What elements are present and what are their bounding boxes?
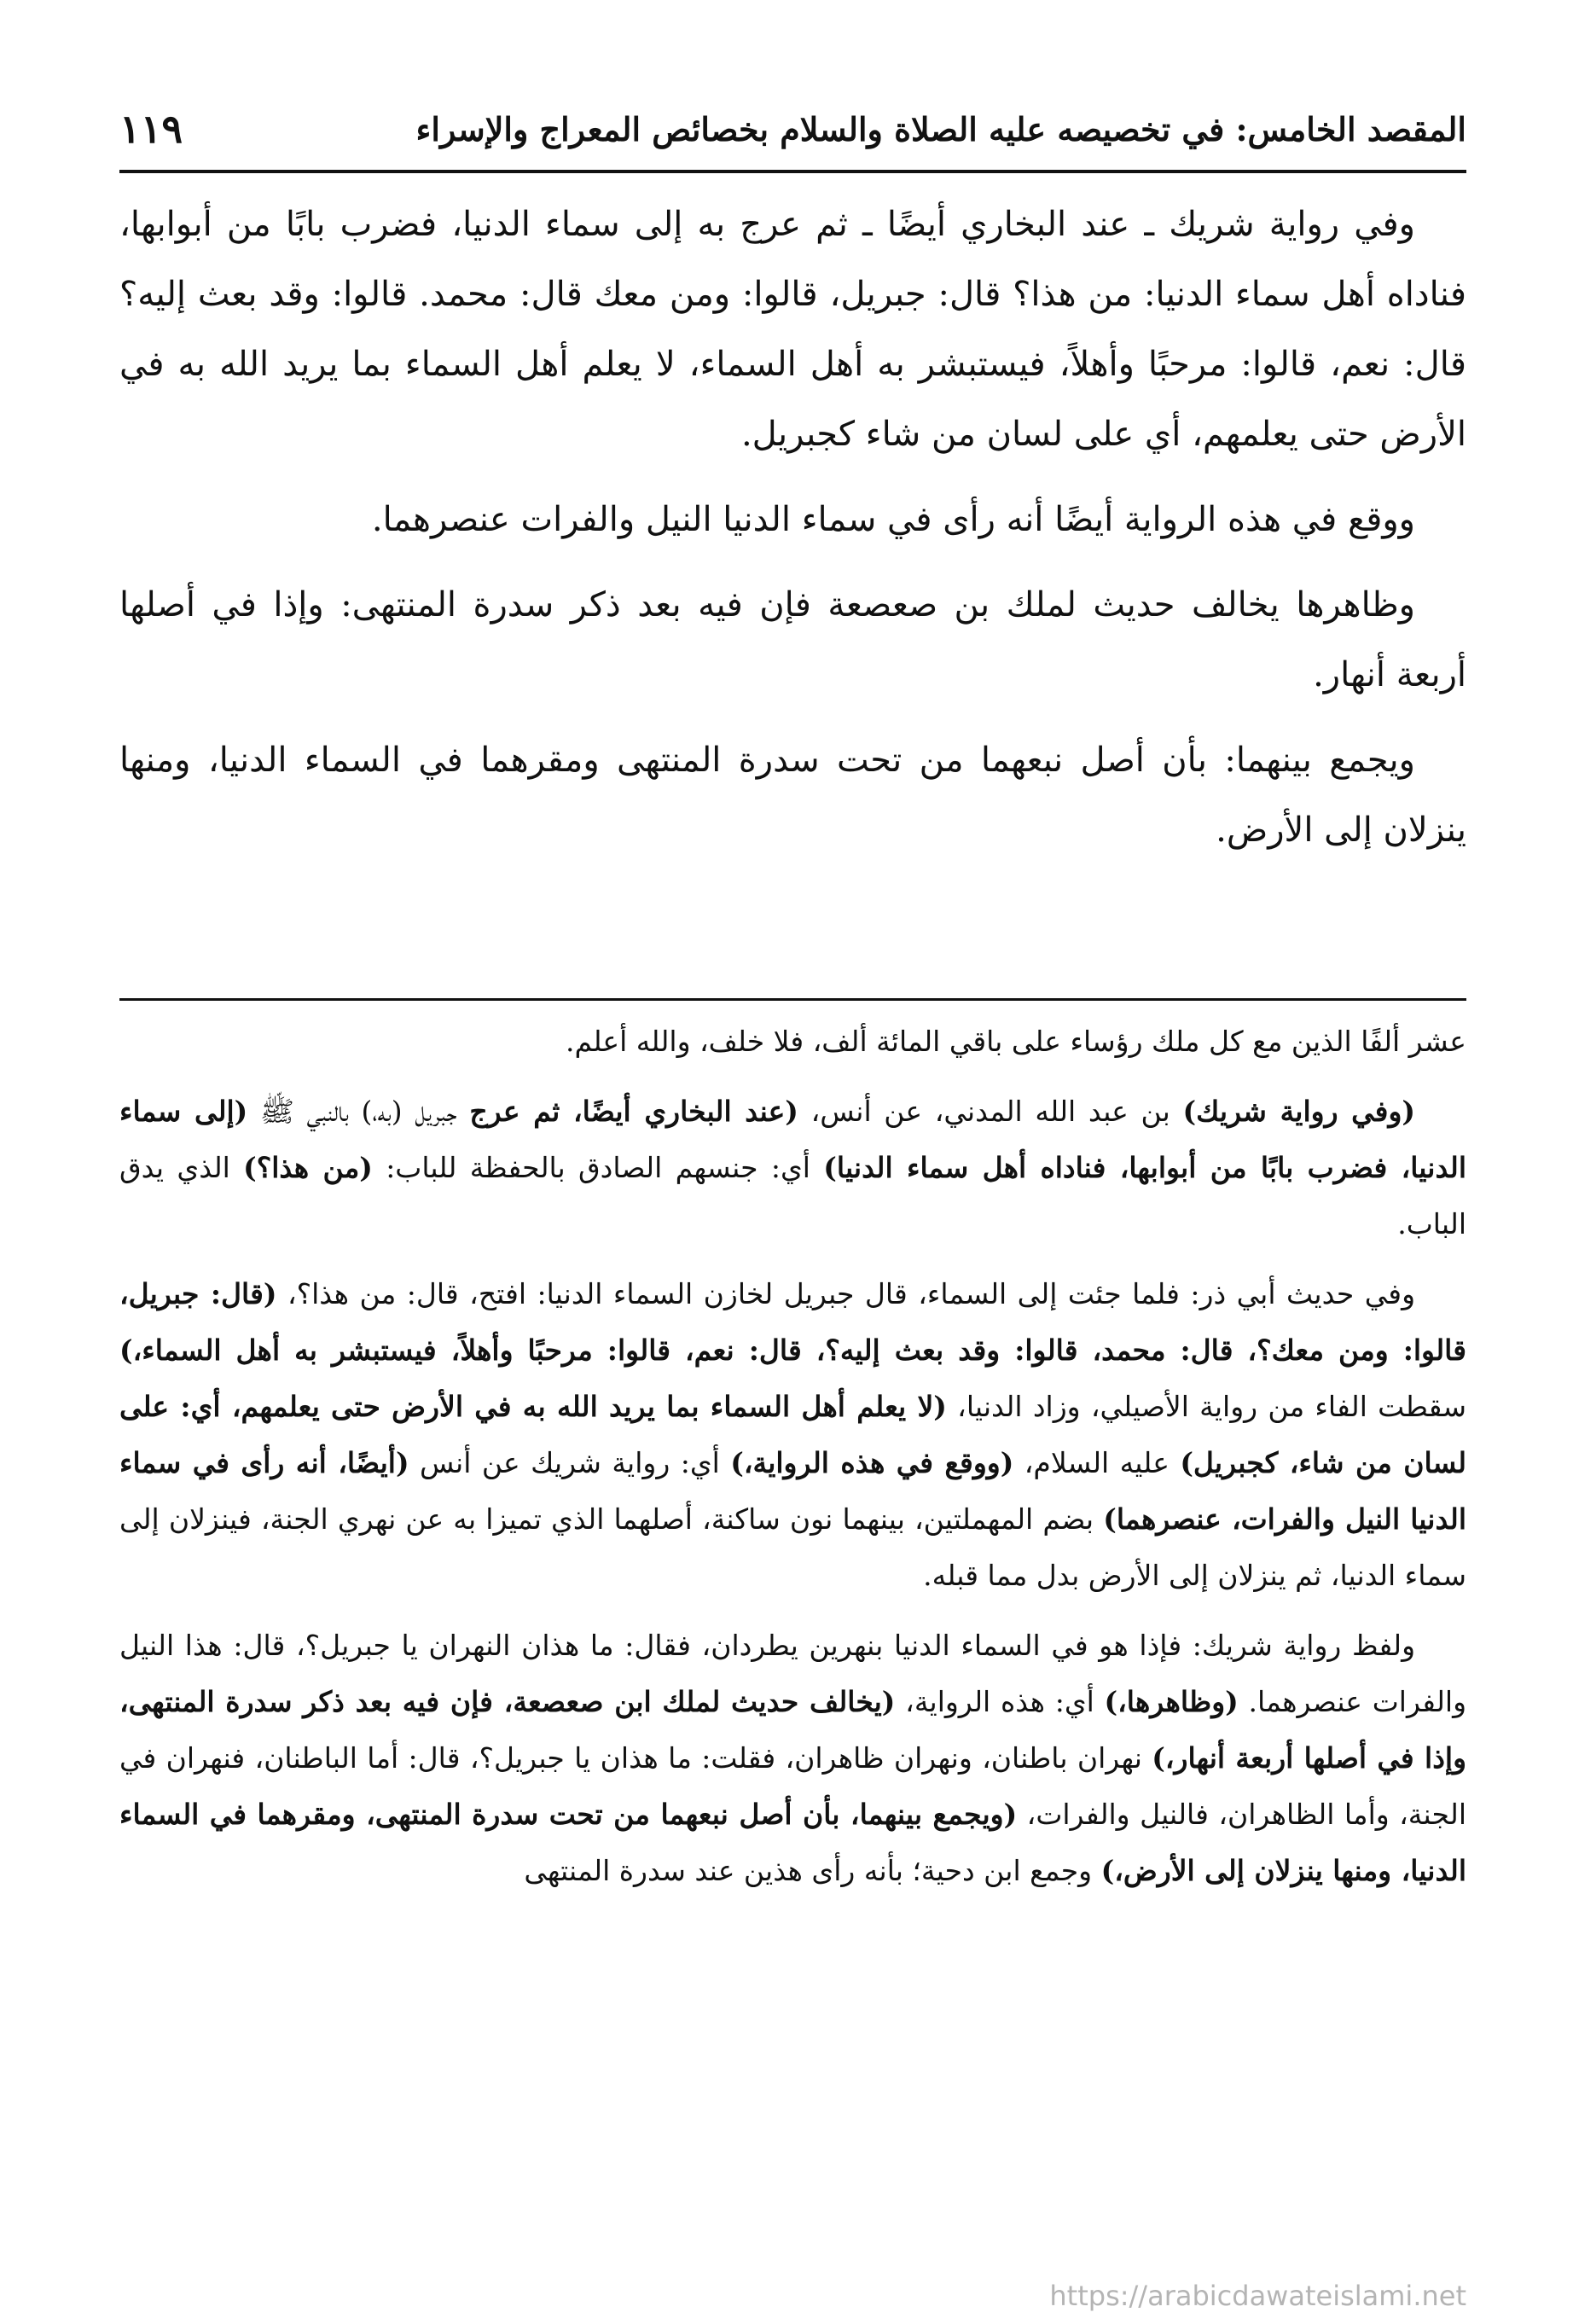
commentary-text-run: بضم المهملتين، بينهما نون ساكنة، أصلهما الذي تميزا به عن نهري الجنة، فينزلان إلى سماء الدنيا، ثم ينزلان إلى الأرض بدل مما قبله. [119,1502,1466,1592]
commentary-text-run: عليه السلام، [1013,1446,1181,1479]
quoted-matn: (ووقع في هذه الرواية،) [730,1446,1014,1479]
commentary-paragraph [119,1618,1466,1899]
commentary-paragraph [119,1266,1466,1604]
quoted-matn: (ويجمع بينهما، بأن أصل نبعهما من تحت سدرة المنتهى، ومقرهما في السماء الدنيا، ومنها ينزلان إلى الأرض،) [119,1798,1466,1887]
commentary-text-run: بن عبد الله المدني، عن أنس، [798,1095,1183,1128]
footnote-separator [119,998,1466,1001]
commentary-text-run: جبريل (به،) بالنبي ﷺ [247,1095,470,1128]
commentary-text-run: وجمع ابن دحية؛ بأنه رأى هذين عند سدرة المنتهى [524,1854,1101,1887]
page-number: ١١٩ [119,106,183,152]
quoted-matn: (إلى سماء الدنيا، فضرب بابًا من أبوابها، فناداه أهل سماء الدنيا) [119,1095,1466,1184]
quoted-matn: (وفي رواية شريك) [1182,1095,1416,1128]
commentary-text-run: ولفظ رواية شريك: فإذا هو في السماء الدنيا بنهرين يطردان، فقال: ما هذان النهران يا جبريل؟، قال: هذا النيل والفرات عنصرهما. [119,1629,1466,1718]
main-paragraph: ووقع في هذه الرواية أيضًا أنه رأى في سماء الدنيا النيل والفرات عنصرهما. [371,500,1415,539]
commentary-paragraph [119,1084,1466,1252]
commentary-text-run: أي: هذه الرواية، [895,1685,1105,1718]
header-rule [119,170,1466,173]
running-header [119,101,1466,157]
commentary-text-run: الذي يدق الباب. [119,1151,1466,1240]
commentary-text-run: نهران باطنان، ونهران ظاهران، فقلت: ما هذان يا جبريل؟، قال: أما الباطنان، فنهران في الجنة، وأما الظاهران، فالنيل والفرات، [119,1741,1466,1831]
quoted-matn: (يخالف حديث لملك ابن صعصعة، فإن فيه بعد ذكر سدرة المنتهى، وإذا في أصلها أربعة أنهار،) [119,1685,1467,1775]
quoted-matn: (عند البخاري أيضًا، ثم عرج [469,1095,798,1128]
commentary-text-run: وفي حديث أبي ذر: فلما جئت إلى السماء، قال جبريل لخازن السماء الدنيا: افتح، قال: من هذا؟، [276,1277,1416,1310]
quoted-matn: (وظاهرها،) [1104,1685,1239,1718]
main-paragraph: ويجمع بينهما: بأن أصل نبعهما من تحت سدرة المنتهى ومقرهما في السماء الدنيا، ومنها ينزلان إلى الأرض. [119,741,1466,850]
main-paragraph: وظاهرها يخالف حديث لملك بن صعصعة فإن فيه بعد ذكر سدرة المنتهى: وإذا في أصلها أربعة أنهار. [119,585,1466,694]
watermark-url: https://arabicdawateislami.net [1049,2280,1466,2312]
main-paragraph: وفي رواية شريك ـ عند البخاري أيضًا ـ ثم عرج به إلى سماء الدنيا، فضرب بابًا من أبوابها، فناداه أهل سماء الدنيا: من هذا؟ قال: جبريل، قالوا: ومن معك قال: محمد. قالوا: وقد بعث إليه؟ قال: نعم، قالوا: مرحبًا وأهلاً، فيستبشر به أهل السماء، لا يعلم أهل السماء بما يريد الله به في الأرض حتى يعلمهم، أي على لسان من شاء كجبريل. [119,205,1466,454]
commentary-text-run: عشر ألفًا الذين مع كل ملك رؤساء على باقي المائة ألف، فلا خلف، والله أعلم. [566,1025,1466,1058]
commentary-text-run: أي: جنسهم الصادق بالحفظة للباب: [372,1151,824,1184]
commentary-text [119,1014,1466,2242]
commentary-text-run: أي: رواية شريك عن أنس [409,1446,731,1479]
commentary-paragraph [119,1014,1466,1070]
quoted-matn: (أيضًا، أنه رأى في سماء الدنيا النيل والفرات، عنصرهما) [119,1446,1466,1536]
commentary-text-run: سقطت الفاء من رواية الأصيلي، وزاد الدنيا، [946,1390,1466,1423]
main-text [119,189,1466,987]
quoted-matn: (من هذا؟) [243,1151,373,1184]
chapter-title: المقصد الخامس: في تخصيصه عليه الصلاة والسلام بخصائص المعراج والإسراء [415,109,1466,148]
quoted-matn: (قال: جبريل، قالوا: ومن معك؟، قال: محمد، قالوا: وقد بعث إليه؟، قال: نعم، قالوا: مرحبًا وأهلاً، فيستبشر به أهل السماء،) [119,1277,1466,1367]
quoted-matn: (لا يعلم أهل السماء بما يريد الله به في الأرض حتى يعلمهم، أي: على لسان من شاء، كجبريل) [119,1390,1467,1479]
